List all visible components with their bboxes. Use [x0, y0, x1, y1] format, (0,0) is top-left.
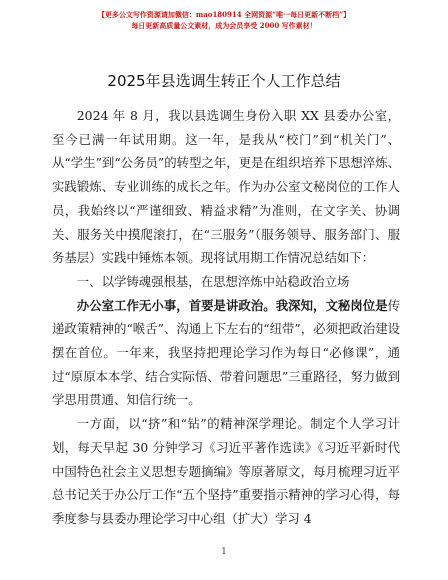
promo-banner-line-2: 每日更新高质量公文素材，成为会员享受 2000 写作素材！	[131, 21, 317, 30]
paragraph-theory-study: 一方面，以“挤”和“钻”的精神深学理论。制定个人学习计划，每天早起 30 分钟学习《习近平著作选读》《习近平新时代中国特色社会主义思想专题摘编》等原著原文，每月梳理习近平总书记关于办公厅工作“五个坚持”重要指示精神的学习心得，每季度参与县委办理论学习中心组（扩大）学习 4	[52, 416, 400, 526]
paragraph-politics-text: 传递政策精神的“喉舌”、沟通上下左右的“纽带”，必须把政治建设摆在首位。一年来，我坚持把理论学习作为每日“必修课”，通过“原原本本学、结合实际悟、带着问题思”三重路径，努力做到学思用贯通、知信行统一。	[52, 297, 400, 408]
document-body	[52, 104, 400, 531]
document-title: 2025年县选调生转正个人工作总结	[107, 72, 341, 90]
section-heading-1: 一、以学铸魂强根基，在思想淬炼中站稳政治立场	[76, 273, 350, 289]
paragraph-politics-emphasis: 办公室工作无小事，首要是讲政治。我深知，文秘岗位是	[76, 297, 388, 313]
promo-banner-line-1: 【更多公文写作资源请加微信：mao180914 全网资源“唯一每日更新不断档”】	[97, 10, 351, 19]
promo-banner	[0, 9, 448, 31]
page-number: 1	[221, 547, 227, 557]
paragraph-politics	[52, 294, 400, 413]
intro-paragraph: 2024 年 8 月，我以县选调生身份入职 XX 县委办公室，至今已满一年试用期。这一年，是我从“校门”到“机关门”、从“学生”到“公务员”的转型之年，更是在组织培养下思想淬炼、实践锻炼、专业训练的成长之年。作为办公室文秘岗位的工作人员，我始终以“严谨细致、精益求精”为准则，在文字关、协调关、服务关中摸爬滚打，在“三服务”（服务领导、服务部门、服务基层）实践中锤炼本领。现将试用期工作情况总结如下：	[52, 108, 400, 266]
